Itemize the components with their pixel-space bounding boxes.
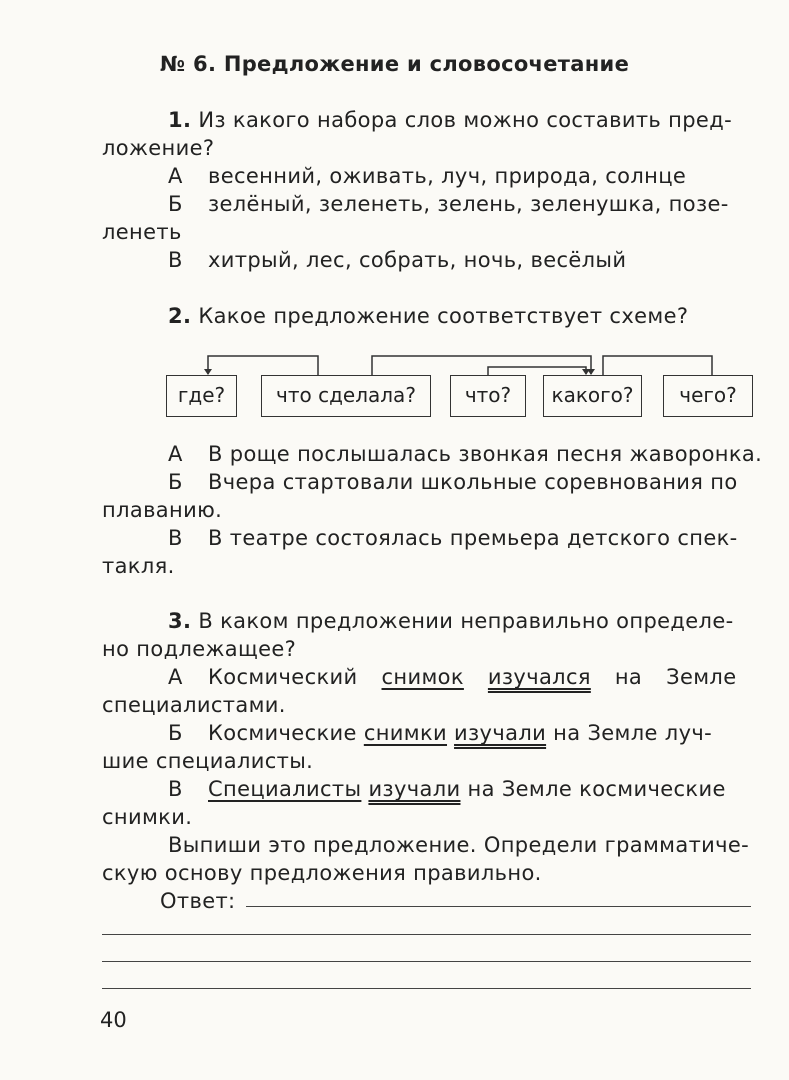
q3-task-line2: скую основу предложения правильно. <box>102 861 542 885</box>
q3-option-b-cont: шие специалисты. <box>102 749 314 773</box>
q3-option-b: Б Космические снимки изучали на Земле луч- <box>168 721 713 745</box>
q1-option-c: В хитрый, лес, собрать, ночь, весёлый <box>168 248 627 272</box>
q1-option-b-cont: ленеть <box>102 220 182 244</box>
q3-number: 3. <box>168 609 192 633</box>
answer-line-1[interactable] <box>246 906 751 907</box>
q3-a-predicate: изучался <box>487 665 591 689</box>
q2-option-b-cont: плаванию. <box>102 498 223 522</box>
q2-option-a: А В роще послышалась звонкая песня жаворонка. <box>168 442 763 466</box>
q3-c-predicate: изучали <box>368 777 461 801</box>
q2-option-c: В В театре состоялась премьера детского спек- <box>168 526 738 550</box>
page-number: 40 <box>100 1008 127 1032</box>
q1-text-line1: 1. Из какого набора слов можно составить пред- <box>168 108 732 132</box>
answer-line-4[interactable] <box>102 988 751 989</box>
q2-option-b: Б Вчера стартовали школьные соревнования по <box>168 470 738 494</box>
page-title: № 6. Предложение и словосочетание <box>159 52 630 76</box>
q2-option-c-cont: такля. <box>102 554 175 578</box>
q3-b-subject: снимки <box>363 721 448 745</box>
scheme-connectors <box>0 0 789 420</box>
q1-text-line2: ложение? <box>102 136 215 160</box>
q3-c-subject: Специалисты <box>208 777 362 801</box>
q1-number: 1. <box>168 108 192 132</box>
q1-option-a: А весенний, оживать, луч, природа, солнце <box>168 164 687 188</box>
q3-option-c-cont: снимки. <box>102 805 193 829</box>
scheme-box-of-what: чего? <box>663 375 753 417</box>
scheme-box-which: какого? <box>543 375 642 417</box>
connector-what <box>372 356 591 375</box>
answer-line-3[interactable] <box>102 961 751 962</box>
q3-option-a-cont: специалистами. <box>102 693 286 717</box>
scheme-box-what-did: что сделала? <box>261 375 431 417</box>
connector-which <box>488 367 586 375</box>
answer-label: Ответ: <box>160 889 236 913</box>
q3-text-line1: 3. В каком предложении неправильно определе- <box>168 609 734 633</box>
q1-option-b: Б зелёный, зеленеть, зелень, зеленушка, позе- <box>168 192 729 216</box>
q3-task-line1: Выпиши это предложение. Определи грамматиче- <box>168 833 750 857</box>
scheme-box-where: где? <box>166 375 237 417</box>
q3-a-subject: снимок <box>381 665 464 689</box>
connector-of-what <box>603 356 712 375</box>
q3-option-c: В Специалисты изучали на Земле космические <box>168 777 726 801</box>
q3-option-a: А Космический снимок изучался на Земле <box>168 665 737 689</box>
answer-line-2[interactable] <box>102 934 751 935</box>
q3-b-predicate: изучали <box>454 721 547 745</box>
q3-text-line2: но подлежащее? <box>102 637 297 661</box>
connector-where <box>208 356 318 375</box>
q2-number: 2. <box>168 304 192 328</box>
scheme-box-what: что? <box>450 375 526 417</box>
q2-text: 2. Какое предложение соответствует схеме? <box>168 304 689 328</box>
